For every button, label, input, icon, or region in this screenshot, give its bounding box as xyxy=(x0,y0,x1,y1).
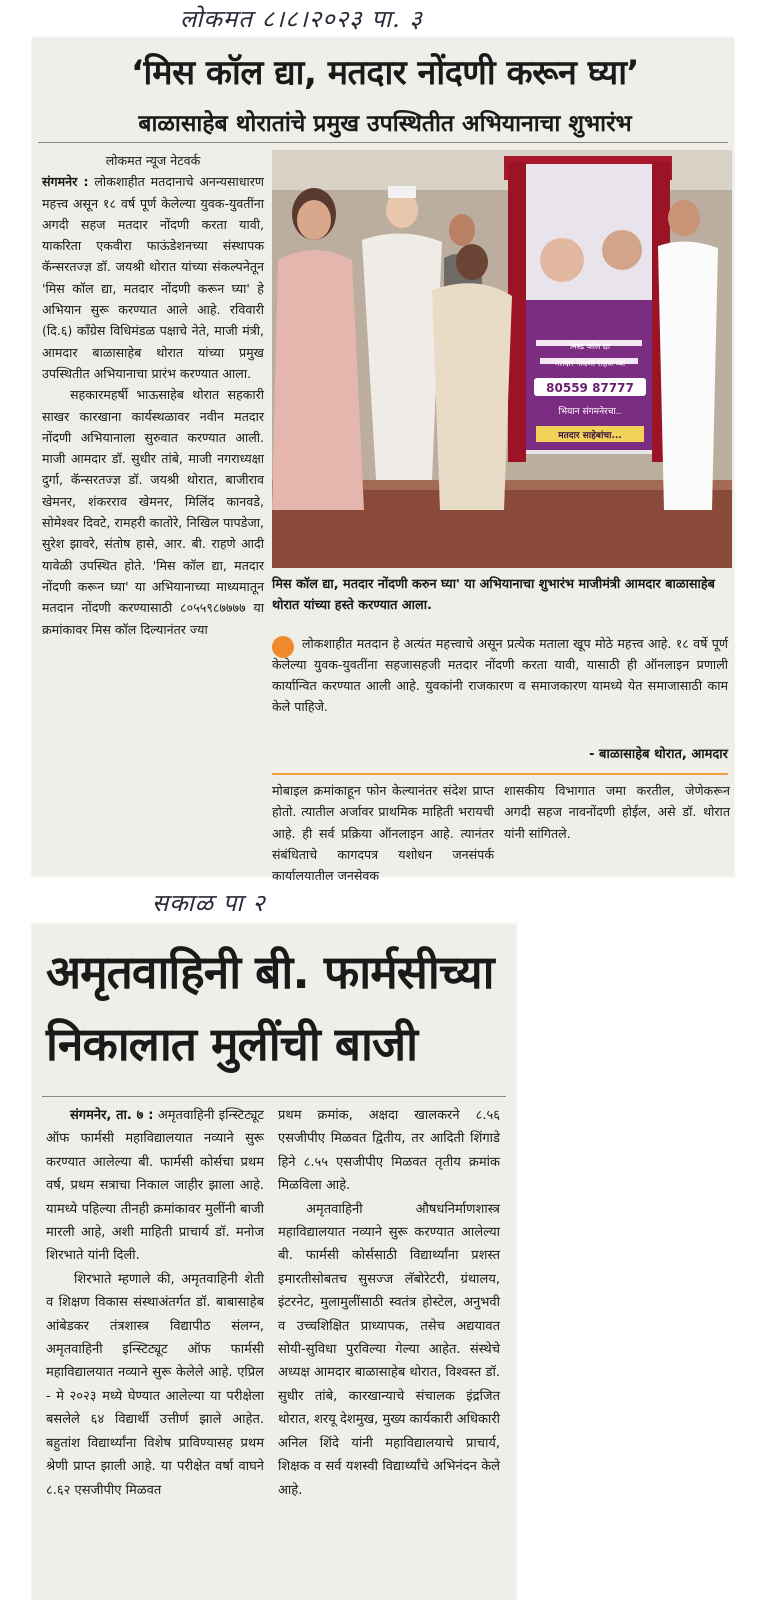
article1-col3-text: शासकीय विभागात जमा करतील, जेणेकरून अगदी सहज नावनोंदणी होईल, असे डॉ. थोरात यांनी सांगितले. xyxy=(504,783,730,841)
article2-c2p1: प्रथम क्रमांक, अक्षदा खालकरने ८.५६ एसजीपीए मिळवत द्वितीय, तर आदिती शिंगाडे हिने ८.५५ एसजीपीए मिळवत तृतीय क्रमांक मिळविला आहे. xyxy=(278,1108,500,1194)
article2-dateline: संगमनेर, ता. ७ : xyxy=(70,1108,154,1123)
photo-caption: मिस कॉल द्या, मतदार नोंदणी करुन घ्या' या अभियानाचा शुभारंभ माजीमंत्री आमदार बाळासाहेब थोरात यांच्या हस्ते करण्यात आला. xyxy=(272,577,715,613)
banner-phone: 80559 87777 xyxy=(546,381,634,395)
byline: लोकमत न्यूज नेटवर्क xyxy=(105,153,201,168)
article1-subheadline: बाळासाहेब थोरातांचे प्रमुख उपस्थितीत अभियानाचा शुभारंभ xyxy=(138,111,632,137)
article1-para2: सहकारमहर्षी भाऊसाहेब थोरात सहकारी साखर कारखाना कार्यस्थळावर नवीन मतदार नोंदणी अभियानाला सुरुवात करण्यात आली. माजी आमदार डॉ. सुधीर तांबे, माजी नगराध्यक्षा दुर्गा, कॅन्सरतज्ज्ञ डॉ. जयश्री थोरात, बाजीराव खेमनर, शंकरराव खेमनर, मिलिंद कानवडे, सोमेश्वर दिवटे, रामहरी कातोरे, निखिल पापडेजा, सुरेश झावरे, संतोष हासे, आर. बी. राहणे आदी यावेळी उपस्थित होते. 'मिस कॉल द्या, मतदार नोंदणी करून घ्या' या अभियानाच्या माध्यमातून मतदान नोंदणी करण्यासाठी ८०५५९८७७७७ या क्रमांकावर मिस कॉल दिल्यानंतर ज्या xyxy=(42,387,264,637)
article2-column-1 xyxy=(46,1104,264,1502)
article1-column-2 xyxy=(272,780,494,886)
handwritten-source-note-top: लोकमत ८।८।२०२३ पा. ३ xyxy=(180,5,423,33)
article1-column-3 xyxy=(504,780,730,844)
article1-column-1 xyxy=(42,150,264,640)
article2-headline xyxy=(46,936,506,1080)
sakal-clipping xyxy=(32,924,516,1600)
article2-c1p1-text: अमृतवाहिनी इन्स्टिट्यूट ऑफ फार्मसी महाविद्यालयात नव्याने सुरू करण्यात आलेल्या बी. फार्मसी कोर्सचा प्रथम वर्ष, प्रथम सत्राचा निकाल जाहीर झाला आहे. यामध्ये पहिल्या तीनही क्रमांकावर मुलींनी बाजी मारली आहे, अशी माहिती प्राचार्य डॉ. मनोज शिरभाते यांनी दिली. xyxy=(46,1108,264,1264)
divider xyxy=(38,142,728,143)
dateline: संगमनेर : xyxy=(42,174,89,190)
pull-quote xyxy=(272,633,728,717)
article2-c1p1 xyxy=(46,1104,264,1268)
article1-para1 xyxy=(42,171,264,384)
article2-c1p2: शिरभाते म्हणाले की, अमृतवाहिनी शेती व शिक्षण विकास संस्थाअंतर्गत डॉ. बाबासाहेब आंबेडकर तंत्रशास्त्र विद्यापीठ संलग्न, अमृतवाहिनी इन्स्टिट्यूट ऑफ फार्मसी महाविद्यालयात नव्याने सुरू केलेले आहे. एप्रिल - मे २०२३ मध्ये घेण्यात आलेल्या या परीक्षेला बसलेले ६४ विद्यार्थी उत्तीर्ण झाले आहेत. बहुतांश विद्यार्थ्यांना विशेष प्राविण्यासह प्रथम श्रेणी प्राप्त झाली आहे. या परीक्षेत वर्षा वाघने ८.६२ एसजीपीए मिळवत xyxy=(46,1271,264,1498)
article1-para1-text: लोकशाहीत मतदानाचे अनन्यसाधारण महत्त्व असून १८ वर्ष पूर्ण केलेल्या युवक-युवतींना अगदी सहज मतदार नोंदणी करता यावी, याकरिता एकवीरा फाऊंडेशनच्या संस्थापक कॅन्सरतज्ज्ञ डॉ. जयश्री थोरात यांच्या संकल्पनेतून 'मिस कॉल द्या, मतदार नोंदणी करून घ्या' हे अभियान सुरू करण्यात आले आहे. रविवारी (दि.६) काँग्रेस विधिमंडळ पक्षाचे नेते, माजी मंत्री, आमदार बाळासाहेब थोरात यांच्या प्रमुख उपस्थितीत अभियानाचा प्रारंभ करण्यात आला. xyxy=(42,174,264,381)
pull-quote-author: - बाळासाहेब थोरात, आमदार xyxy=(589,747,728,762)
event-photo xyxy=(272,150,732,568)
article2-headline-line1: अमृतवाहिनी बी. फार्मसीच्या xyxy=(46,945,494,999)
banner-line4: मतदार साहेबांचा... xyxy=(558,431,622,441)
pull-quote-text: लोकशाहीत मतदान हे अत्यंत महत्त्वाचे असून प्रत्येक मताला खूप मोठे महत्त्व आहे. १८ वर्षे पूर्ण केलेल्या युवक-युवतींना सहजासहजी मतदार नोंदणी करता यावी, यासाठी ही ऑनलाइन प्रणाली कार्यान्वित करण्यात आली आहे. युवकांनी राजकारण व समाजकारण यामध्ये येत समाजासाठी काम केले पाहिजे. xyxy=(272,636,728,714)
article2-c2p2: अमृतवाहिनी औषधनिर्माणशास्त्र महाविद्यालयात नव्याने सुरू करण्यात आलेल्या बी. फार्मसी कोर्ससाठी विद्यार्थ्यांना प्रशस्त इमारतीसोबतच सुसज्ज लॅबोरेटरी, ग्रंथालय, इंटरनेट, मुलामुलींसाठी स्वतंत्र होस्टेल, अनुभवी व उच्चशिक्षित प्राध्यापक, तसेच अद्ययावत सोयी-सुविधा पुरविल्या गेल्या आहेत. संस्थेचे अध्यक्ष आमदार बाळासाहेब थोरात, विश्वस्त डॉ. सुधीर तांबे, कारखान्याचे संचालक इंद्रजित थोरात, शरयू देशमुख, मुख्य कार्यकारी अधिकारी अनिल शिंदे यांनी महाविद्यालयाचे प्राचार्य, शिक्षक व सर्व यशस्वी विद्यार्थ्यांचे अभिनंदन केले आहे. xyxy=(278,1201,500,1498)
event-photo-illustration xyxy=(272,150,732,568)
article2-column-2 xyxy=(278,1104,500,1502)
banner-line3: भियान संगमनेरचा.. xyxy=(558,407,622,417)
article1-headline: ‘मिस कॉल द्या, मतदार नोंदणी करून घ्या’ xyxy=(131,53,639,93)
handwritten-source-note-mid: सकाळ पा २ xyxy=(152,889,266,917)
banner-line1: मिस्ड कॉल द्या xyxy=(569,342,611,351)
quote-divider xyxy=(272,773,728,775)
lokmat-clipping xyxy=(32,38,734,884)
divider xyxy=(42,1096,506,1097)
article1-col2-text: मोबाइल क्रमांकाहून फोन केल्यानंतर संदेश प्राप्त होतो. त्यातील अर्जावर प्राथमिक माहिती भरायची आहे. ही सर्व प्रक्रिया ऑनलाइन आहे. त्यानंतर संबंधिताचे कागदपत्र यशोधन जनसंपर्क कार्यालयातील जनसेवक xyxy=(272,783,494,884)
article2-headline-line2: निकालात मुलींची बाजी xyxy=(46,1017,417,1071)
banner-line2: मतदार नोंदणी सहज घ्या xyxy=(554,359,626,368)
